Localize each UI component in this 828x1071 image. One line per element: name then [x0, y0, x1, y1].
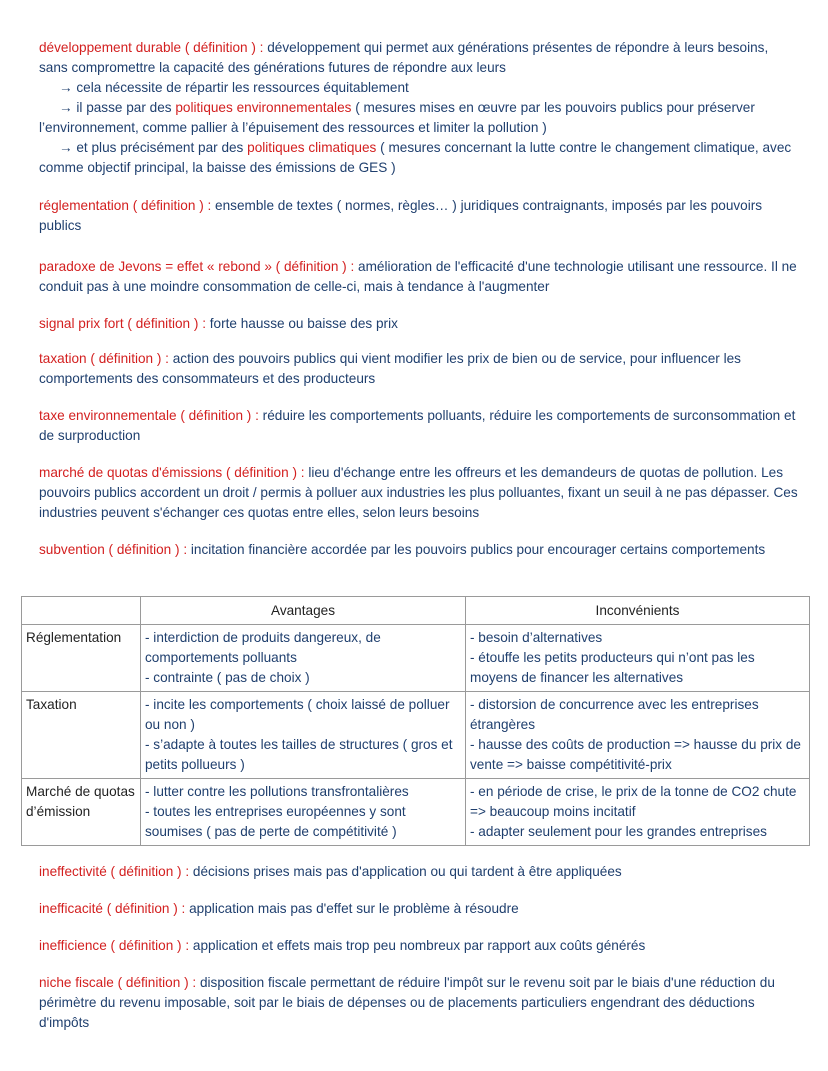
- avantages-cell: [141, 625, 466, 692]
- bullet-item: [39, 78, 799, 98]
- definition-term: développement durable ( définition ) :: [39, 40, 264, 55]
- definition-term: taxe environnementale ( définition ) :: [39, 408, 259, 423]
- table-header-row: [22, 597, 810, 625]
- bullet-item: [39, 98, 799, 138]
- definition-text: amélioration de l'efficacité d'une technologie utilisant une ressource. Il ne conduit pas à une moindre consommation de celle-ci, mais à tendance à l'augmenter: [39, 259, 797, 294]
- definition-text: développement qui permet aux générations présentes de répondre à leurs besoins, sans compromettre la capacité des générations futures de répondre aux leurs: [39, 40, 769, 75]
- definition-text: application et effets mais trop peu nombreux par rapport aux coûts générés: [189, 938, 646, 953]
- table-header-avantages: Avantages: [141, 597, 466, 625]
- definition-subvention: [39, 540, 799, 560]
- definition-text: décisions prises mais pas d'application ou qui tardent à être appliquées: [189, 864, 622, 879]
- definition-text: application mais pas d'effet sur le problème à résoudre: [185, 901, 519, 916]
- cell-line: - s’adapte à toutes les tailles de structures ( gros et petits pollueurs ): [145, 737, 453, 772]
- definition-inefficacite: [39, 899, 799, 919]
- definition-term: signal prix fort ( définition ) :: [39, 316, 206, 331]
- definition-ineffectivite: [39, 862, 799, 882]
- definition-text: forte hausse ou baisse des prix: [205, 316, 398, 331]
- bullet-text: → et plus précisément par des: [59, 140, 248, 155]
- table-header-inconvenients: Inconvénients: [466, 597, 810, 625]
- definition-term: taxation ( définition ) :: [39, 351, 169, 366]
- definition-taxe-environnementale: [39, 406, 799, 446]
- comparison-table: [21, 596, 810, 846]
- bullet-text: ( mesures mises en œuvre par les pouvoirs publics pour préserver l’environnement, comme pallier à l’épuisement des ressources et limiter la pollution ): [39, 100, 755, 135]
- cell-line: - incite les comportements ( choix laissé de polluer ou non ): [145, 697, 450, 732]
- bullet-text: → cela nécessite de répartir les ressources équitablement: [59, 80, 409, 95]
- definition-reglementation: [39, 196, 799, 236]
- highlighted-term: politiques climatiques: [247, 140, 377, 155]
- cell-line: - adapter seulement pour les grandes entreprises: [470, 824, 767, 839]
- avantages-cell: [141, 692, 466, 779]
- definition-term: niche fiscale ( définition ) :: [39, 975, 197, 990]
- table-row: [22, 625, 810, 692]
- cell-line: - contrainte ( pas de choix ): [145, 670, 310, 685]
- definition-term: subvention ( définition ) :: [39, 542, 188, 557]
- definition-paragraph: [39, 38, 799, 78]
- cell-line: - toutes les entreprises européennes y sont soumises ( pas de perte de compétitivité ): [145, 804, 406, 839]
- definition-term: réglementation ( définition ) :: [39, 198, 212, 213]
- definition-text: disposition fiscale permettant de réduire l'impôt sur le revenu soit par le biais d'une réduction du périmètre du revenu imposable, soit par le biais de dépenses ou de placements particuliers engendrant des déductions d'impôts: [39, 975, 775, 1030]
- cell-line: - interdiction de produits dangereux, de comportements polluants: [145, 630, 381, 665]
- avantages-cell: [141, 779, 466, 846]
- definition-taxation: [39, 349, 799, 389]
- cell-line: - étouffe les petits producteurs qui n’ont pas les moyens de financer les alternatives: [470, 650, 755, 685]
- inconvenients-cell: [466, 779, 810, 846]
- definition-inefficience: [39, 936, 799, 956]
- definition-developpement-durable: [39, 38, 799, 178]
- inconvenients-cell: [466, 692, 810, 779]
- bullet-text: ( mesures concernant la lutte contre le changement climatique, avec comme objectif principal, la baisse des émissions de GES ): [39, 140, 792, 175]
- highlighted-term: politiques environnementales: [175, 100, 352, 115]
- row-label: Taxation: [22, 692, 141, 779]
- cell-line: - distorsion de concurrence avec les entreprises étrangères: [470, 697, 759, 732]
- definition-niche-fiscale: [39, 973, 799, 1033]
- cell-line: - lutter contre les pollutions transfrontalières: [145, 784, 409, 799]
- definition-marche-quotas: [39, 463, 799, 523]
- definition-text: action des pouvoirs publics qui vient modifier les prix de bien ou de service, pour influencer les comportements des consommateurs et des producteurs: [39, 351, 741, 386]
- table-row: [22, 692, 810, 779]
- row-label: Marché de quotas d’émission: [22, 779, 141, 846]
- bullet-item: [39, 138, 799, 178]
- definition-text: réduire les comportements polluants, réduire les comportements de surconsommation et de surproduction: [39, 408, 796, 443]
- definition-term: marché de quotas d'émissions ( définition ) :: [39, 465, 305, 480]
- definition-text: incitation financière accordée par les pouvoirs publics pour encourager certains comportements: [187, 542, 766, 557]
- definition-paradoxe-jevons: [39, 257, 799, 297]
- definition-term: inefficience ( définition ) :: [39, 938, 190, 953]
- definition-term: paradoxe de Jevons = effet « rebond » ( définition ) :: [39, 259, 355, 274]
- inconvenients-cell: [466, 625, 810, 692]
- definition-term: ineffectivité ( définition ) :: [39, 864, 190, 879]
- table-header-empty: [22, 597, 141, 625]
- definition-signal-prix: [39, 314, 799, 334]
- bullet-text: → il passe par des: [59, 100, 176, 115]
- definition-text: ensemble de textes ( normes, règles… ) juridiques contraignants, imposés par les pouvoirs publics: [39, 198, 763, 233]
- definition-text: lieu d'échange entre les offreurs et les demandeurs de quotas de pollution. Les pouvoirs publics accordent un droit / permis à polluer aux industries les plus polluantes, fixant un seuil à ne pas dépasser. Ces industries peuvent s'échanger ces quotas entre elles, selon leurs besoins: [39, 465, 798, 520]
- definition-term: inefficacité ( définition ) :: [39, 901, 186, 916]
- row-label: Réglementation: [22, 625, 141, 692]
- cell-line: - hausse des coûts de production => hausse du prix de vente => baisse compétitivité-prix: [470, 737, 801, 772]
- table-row: [22, 779, 810, 846]
- cell-line: - en période de crise, le prix de la tonne de CO2 chute => beaucoup moins incitatif: [470, 784, 797, 819]
- cell-line: - besoin d’alternatives: [470, 630, 603, 645]
